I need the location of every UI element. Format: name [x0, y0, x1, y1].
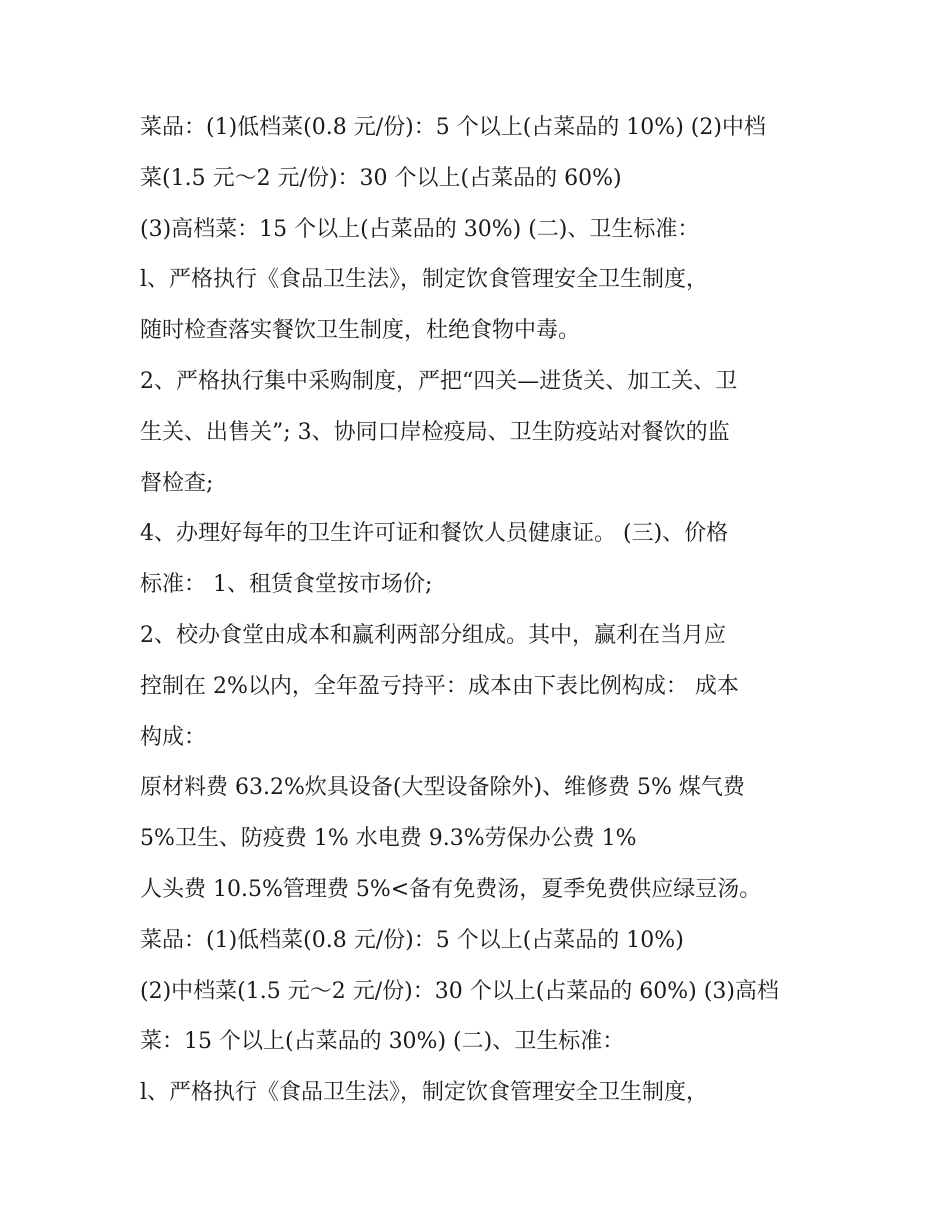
text-line-10: 标准： 1、租赁食堂按市场价;: [140, 572, 433, 598]
text-line-11: 2、校办食堂由成本和赢利两部分组成。其中，赢利在当月应: [140, 622, 726, 648]
text-line-5: 随时检查落实餐饮卫生制度，杜绝食物中毒。: [140, 318, 581, 344]
text-line-4: l、严格执行《食品卫生法》，制定饮食管理安全卫生制度，: [140, 267, 709, 293]
text-line-14: 原材料费 63.2%炊具设备(大型设备除外)、维修费 5% 煤气费: [140, 775, 745, 801]
text-line-3: (3)高档菜：15 个以上(占菜品的 30%) (二)、卫生标准：: [140, 216, 700, 242]
document-body: [140, 103, 830, 1119]
text-line-7: 生关、出售关”; 3、协同口岸检疫局、卫生防疫站对餐饮的监: [140, 419, 730, 445]
text-line-20: l、严格执行《食品卫生法》，制定饮食管理安全卫生制度，: [140, 1080, 709, 1106]
text-line-1: 菜品：(1)低档菜(0.8 元/份)：5 个以上(占菜品的 10%) (2)中档: [140, 115, 766, 140]
text-line-12: 控制在 2%以内，全年盈亏持平：成本由下表比例构成： 成本: [140, 673, 739, 699]
text-line-19: 菜：15 个以上(占菜品的 30%) (二)、卫生标准：: [140, 1029, 625, 1055]
text-line-13: 构成：: [140, 724, 207, 750]
text-line-6: 2、严格执行集中采购制度，严把“四关—进货关、加工关、卫: [140, 368, 738, 394]
text-line-9: 4、办理好每年的卫生许可证和餐饮人员健康证。 (三)、价格: [140, 521, 729, 547]
text-line-18: (2)中档菜(1.5 元～2 元/份)：30 个以上(占菜品的 60%) (3)高档: [140, 978, 779, 1004]
text-line-17: 菜品：(1)低档菜(0.8 元/份)：5 个以上(占菜品的 10%): [140, 927, 684, 953]
text-line-16: 人头费 10.5%管理费 5%<备有免费汤，夏季免费供应绿豆汤。: [140, 876, 762, 902]
text-line-2: 菜(1.5 元～2 元/份)：30 个以上(占菜品的 60%): [140, 165, 622, 191]
text-line-8: 督检查;: [140, 470, 214, 496]
text-line-15: 5%卫生、防疫费 1% 水电费 9.3%劳保办公费 1%: [140, 826, 637, 852]
